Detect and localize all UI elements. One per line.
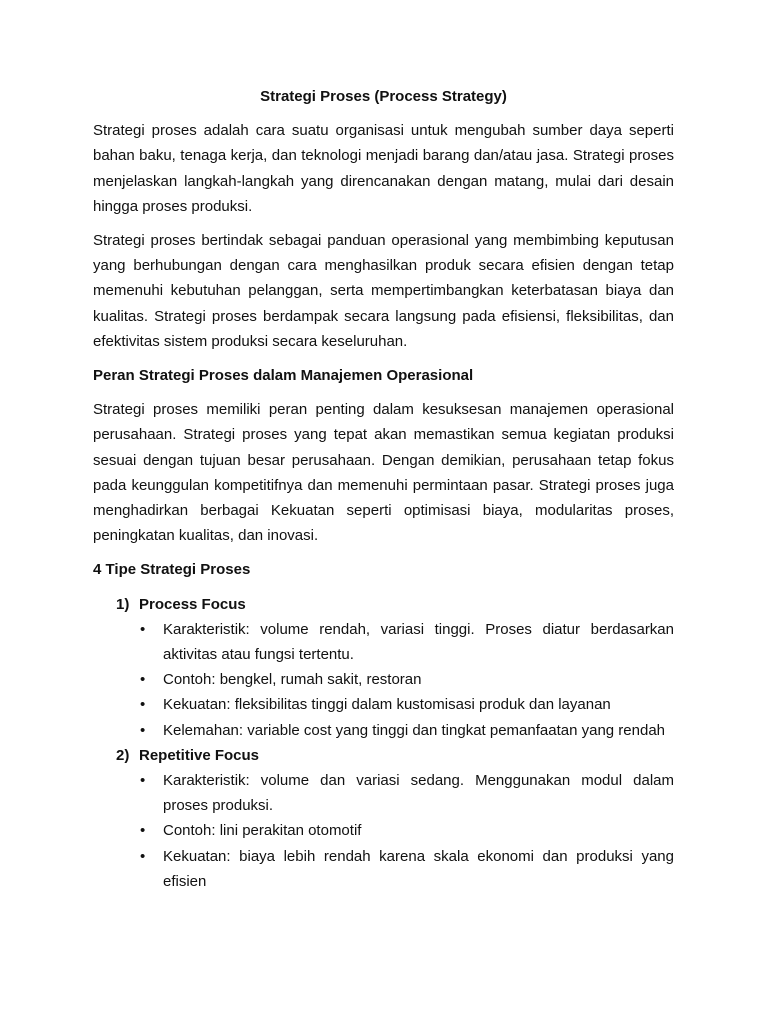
process-type-heading xyxy=(93,743,674,768)
bullet-text: Karakteristik: volume rendah, variasi tinggi. Proses diatur berdasarkan aktivitas atau fungsi tertentu. xyxy=(163,620,674,664)
process-type-name: Repetitive Focus xyxy=(139,746,260,764)
process-type-item xyxy=(93,743,674,894)
bullet-text: Contoh: lini perakitan otomotif xyxy=(163,822,362,840)
bullet-text: Kelemahan: variable cost yang tinggi dan tingkat pemanfaatan yang rendah xyxy=(163,721,666,739)
bullet-item xyxy=(138,718,674,743)
bullet-item xyxy=(138,667,674,692)
bullet-dot-icon: • xyxy=(140,822,146,840)
bullet-dot-icon: • xyxy=(140,721,146,739)
bullet-item xyxy=(138,768,674,818)
bullet-text: Kekuatan: biaya lebih rendah karena skala ekonomi dan produksi yang efisien xyxy=(163,847,674,890)
bullet-list xyxy=(93,768,674,894)
document-page xyxy=(93,84,674,894)
bullet-dot-icon: • xyxy=(140,847,146,865)
process-type-item xyxy=(93,592,674,743)
bullet-dot-icon: • xyxy=(140,671,146,689)
bullet-dot-icon: • xyxy=(140,620,146,638)
bullet-item xyxy=(138,692,674,717)
bullet-item xyxy=(138,617,674,667)
process-type-number: 1) xyxy=(116,595,130,613)
role-paragraph: Strategi proses memiliki peran penting dalam kesuksesan manajemen operasional perusahaan. Strategi proses yang tepat akan memastikan semua kegiatan produksi sesuai dengan tujuan besar perusahaan. Dengan demikian, perusahaan tetap fokus pada keunggulan kompetitifnya dan memenuhi permintaan pasar. Strategi proses juga menghadirkan berbagai Kekuatan seperti optimisasi biaya, modularitas proses, peningkatan kualitas, dan inovasi. xyxy=(93,401,674,545)
process-type-list xyxy=(93,592,674,894)
document-title: Strategi Proses (Process Strategy) xyxy=(260,88,507,105)
intro-paragraph: Strategi proses bertindak sebagai panduan operasional yang membimbing keputusan yang berhubungan dengan cara menghasilkan produk secara efisien dengan tetap memenuhi kebutuhan pelanggan, serta mempertimbangkan keterbatasan biaya dan kualitas. Strategi proses berdampak secara langsung pada efisiensi, fleksibilitas, dan efektivitas sistem produksi secara keseluruhan. xyxy=(93,232,674,350)
section-heading-role: Peran Strategi Proses dalam Manajemen Operasional xyxy=(93,367,474,385)
bullet-list xyxy=(93,617,674,743)
process-type-number: 2) xyxy=(116,746,130,764)
bullet-dot-icon: • xyxy=(140,772,146,790)
bullet-dot-icon: • xyxy=(140,696,146,714)
intro-paragraph: Strategi proses adalah cara suatu organisasi untuk mengubah sumber daya seperti bahan baku, tenaga kerja, dan teknologi menjadi barang dan/atau jasa. Strategi proses menjelaskan langkah-langkah yang direncanakan dengan matang, mulai dari desain hingga proses produksi. xyxy=(93,122,674,215)
bullet-text: Karakteristik: volume dan variasi sedang. Menggunakan modul dalam proses produksi. xyxy=(163,772,674,815)
bullet-text: Contoh: bengkel, rumah sakit, restoran xyxy=(163,671,422,689)
process-type-heading xyxy=(93,592,674,617)
bullet-text: Kekuatan: fleksibilitas tinggi dalam kustomisasi produk dan layanan xyxy=(163,696,611,714)
bullet-item xyxy=(138,844,674,894)
bullet-item xyxy=(138,818,674,843)
process-type-name: Process Focus xyxy=(139,595,246,613)
section-heading-types: 4 Tipe Strategi Proses xyxy=(93,561,251,579)
